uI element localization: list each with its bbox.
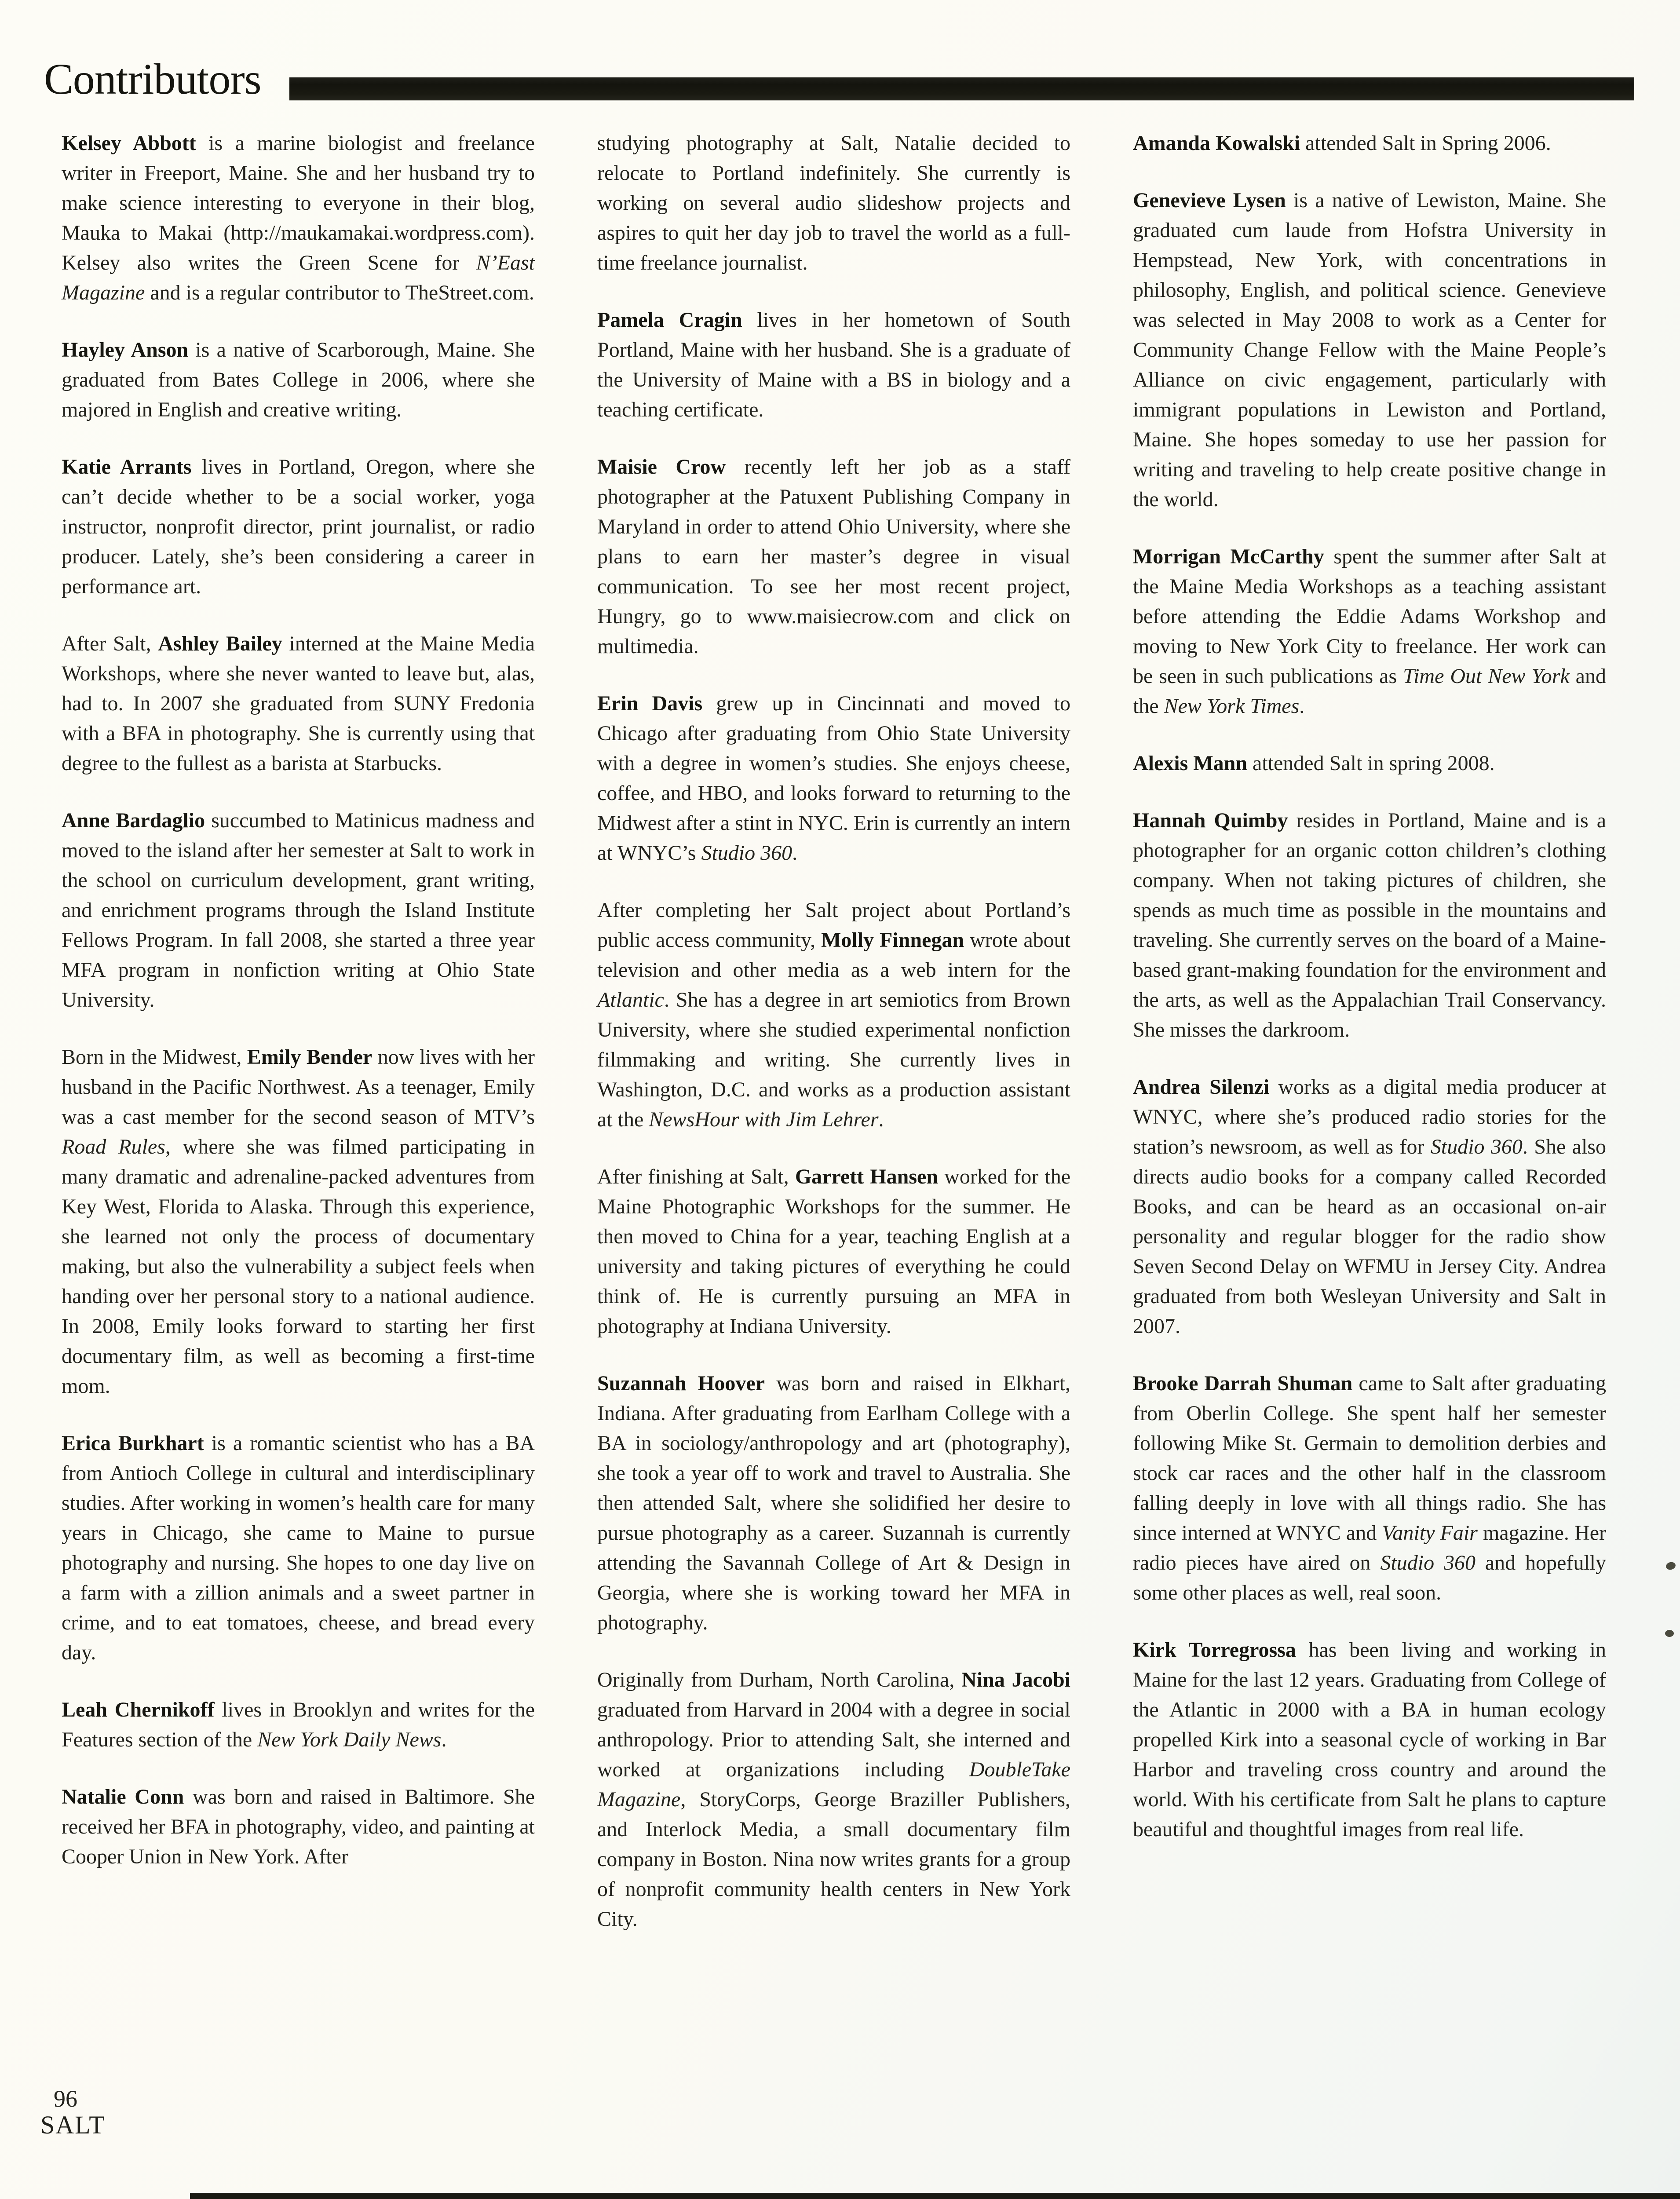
bio-text: lives in her hometown of South Portland, Maine with her husband. She is a graduate of the University of Maine with a BS in biology and a teaching certificate. (597, 308, 1071, 421)
contributor-name: Kelsey Abbott (62, 132, 196, 155)
bio-paragraph (62, 335, 535, 425)
scan-speck (1665, 1630, 1674, 1637)
bio-text: , where she was filmed participating in many dramatic and adrenaline-packed adventures from Key West, Florida to Alaska. Through this experience, she learned not only the process of documentary making, but also the vulnerability a subject feels when handing over her personal story to a national audience. In 2008, Emily looks forward to starting her first documentary film, as well as becoming a first-time mom. (62, 1135, 535, 1398)
bio-paragraph (1133, 128, 1606, 158)
contributor-name: Kirk Torregrossa (1133, 1638, 1296, 1662)
bio-paragraph (1133, 1072, 1606, 1341)
bio-text: Originally from Durham, North Carolina, (597, 1668, 962, 1691)
bio-text: . (878, 1108, 884, 1131)
bio-text: and the (1133, 665, 1606, 718)
bio-text: . She has a degree in art semiotics from Brown University, where she studied experimental nonfiction filmmaking and writing. She currently lives in Washington, D.C. and works as a production assistant at the (597, 988, 1070, 1131)
bio-text: magazine. Her radio pieces have aired on (1133, 1521, 1607, 1574)
contributor-name: Nina Jacobi (961, 1668, 1071, 1691)
contributor-name: Maisie Crow (597, 455, 726, 479)
publication-title: New York Times (1164, 694, 1300, 718)
contributor-name: Hayley Anson (62, 338, 189, 362)
contributor-name: Ashley Bailey (158, 632, 282, 655)
publication-title: Atlantic (597, 988, 664, 1012)
bio-paragraph (597, 689, 1070, 868)
bio-paragraph (1133, 186, 1606, 515)
contributor-name: Amanda Kowalski (1133, 132, 1300, 155)
bio-paragraph (62, 629, 535, 778)
publication-title: Vanity Fair (1382, 1521, 1478, 1545)
bio-paragraph (597, 895, 1070, 1135)
bio-text: is a romantic scientist who has a BA from Antioch College in cultural and interdisciplinary studies. After working in women’s health care for many years in Chicago, she came to Maine to pursue photography and nursing. She hopes to one day live on a farm with a zillion animals and a sweet partner in crime, and to eat tomatoes, cheese, and bread every day. (62, 1432, 535, 1664)
contributor-name: Pamela Cragin (597, 308, 742, 332)
scan-speck (1665, 1561, 1676, 1571)
bio-text: and is a regular contributor to TheStreet.com. (145, 281, 534, 304)
contributor-name: Natalie Conn (62, 1785, 184, 1808)
publication-title: New York Daily News (257, 1728, 442, 1751)
publication-title: Studio 360 (1380, 1551, 1475, 1574)
contributors-columns (62, 128, 1606, 1962)
bio-text: spent the summer after Salt at the Maine Media Workshops as a teaching assistant before attending the Eddie Adams Workshop and moving to New York City to freelance. Her work can be seen in such publications as (1133, 545, 1607, 688)
bio-text: graduated from Harvard in 2004 with a degree in social anthropology. Prior to attending Salt, she interned and worked at organizations including (597, 1698, 1070, 1781)
bio-paragraph (62, 1042, 535, 1401)
page-folio (40, 2086, 106, 2138)
bio-text: attended Salt in spring 2008. (1247, 752, 1495, 775)
publication-title: NewsHour with Jim Lehrer (649, 1108, 879, 1131)
bio-text: studying photography at Salt, Natalie decided to relocate to Portland indefinitely. She currently is working on several audio slideshow projects and aspires to quit her day job to travel the world as a full-time freelance journalist. (597, 132, 1070, 274)
bio-text: is a marine biologist and freelance writer in Freeport, Maine. She and her husband try to make science interesting to everyone in their blog, Mauka to Makai (http://maukamakai.wordpress.com). Kelsey also writes the Green Scene for (62, 132, 535, 274)
contributor-name: Molly Finnegan (821, 928, 964, 952)
bio-text: and hopefully some other places as well, real soon. (1133, 1551, 1607, 1604)
bio-text: grew up in Cincinnati and moved to Chicago after graduating from Ohio State University with a degree in women’s studies. She enjoys cheese, coffee, and HBO, and looks forward to returning to the Midwest after a stint in NYC. Erin is currently an intern at WNYC’s (597, 692, 1071, 865)
bio-text: came to Salt after graduating from Oberlin College. She spent half her semester following Mike St. Germain to demolition derbies and stock car races and the other half in the classroom falling deeply in love with all things radio. She has since interned at WNYC and (1133, 1372, 1607, 1545)
page-number: 96 (54, 2086, 77, 2112)
bio-paragraph (597, 1162, 1070, 1341)
publication-title: Studio 360 (1430, 1135, 1523, 1158)
bio-text: lives in Portland, Oregon, where she can’t decide whether to be a social worker, yoga instructor, nonprofit director, print journalist, or radio producer. Lately, she’s been considering a career in performance art. (62, 455, 535, 598)
contributor-name: Andrea Silenzi (1133, 1075, 1270, 1099)
header-rule-bar (289, 77, 1634, 100)
publication-title: DoubleTake Magazine (597, 1758, 1070, 1811)
contributor-name: Hannah Quimby (1133, 809, 1288, 832)
bio-text: wrote about television and other media as a web intern for the (597, 928, 1070, 982)
bio-text: . She also directs audio books for a company called Recorded Books, and can be heard as an occasional on-air personality and regular blogger for the radio show Seven Second Delay on WFMU in Jersey City. Andrea graduated from both Wesleyan University and Salt in 2007. (1133, 1135, 1607, 1338)
bio-text: now lives with her husband in the Pacific Northwest. As a teenager, Emily was a cast member for the second season of MTV’s (62, 1045, 535, 1129)
bio-text: works as a digital media producer at WNYC, where she’s produced radio stories for the station’s newsroom, as well as for (1133, 1075, 1606, 1158)
bio-text: attended Salt in Spring 2006. (1300, 132, 1551, 155)
bio-paragraph (1133, 749, 1606, 778)
bio-paragraph (1133, 542, 1606, 721)
publication-title: Studio 360 (701, 841, 793, 865)
magazine-name: SALT (40, 2111, 106, 2139)
bio-paragraph (597, 1665, 1070, 1934)
contributor-name: Alexis Mann (1133, 752, 1248, 775)
contributor-name: Morrigan McCarthy (1133, 545, 1324, 568)
bio-paragraph (62, 128, 535, 308)
bio-text: After completing her Salt project about Portland’s public access community, (597, 899, 1070, 952)
bio-text: . (1299, 694, 1305, 718)
bio-text: is a native of Scarborough, Maine. She graduated from Bates College in 2006, where she majored in English and creative writing. (62, 338, 535, 421)
publication-title: Time Out New York (1403, 665, 1570, 688)
bio-paragraph (62, 452, 535, 602)
bio-paragraph (1133, 1635, 1606, 1845)
bio-text: . (792, 841, 798, 865)
bio-text: . (441, 1728, 447, 1751)
bio-paragraph (62, 1695, 535, 1755)
bio-text: is a native of Lewiston, Maine. She graduated cum laude from Hofstra University in Hempstead, New York, with concentrations in philosophy, English, and political science. Genevieve was selected in May 2008 to work as a Center for Community Change Fellow with the Maine People’s Alliance on civic engagement, particularly with immigrant populations in Lewiston and Portland, Maine. She hopes someday to use her passion for writing and traveling to help create positive change in the world. (1133, 189, 1606, 511)
bio-text: interned at the Maine Media Workshops, where she never wanted to leave but, alas, had to. In 2007 she graduated from SUNY Fredonia with a BFA in photography. She is currently using that degree to the fullest as a barista at Starbucks. (62, 632, 535, 775)
bio-text: worked for the Maine Photographic Workshops for the summer. He then moved to China for a year, teaching English at a university and taking pictures of everything he could think of. He is currently pursuing an MFA in photography at Indiana University. (597, 1165, 1070, 1338)
column-3 (1133, 128, 1606, 1962)
bio-text: has been living and working in Maine for the last 12 years. Graduating from College of the Atlantic in 2000 with a BA in human ecology propelled Kirk into a seasonal cycle of working in Bar Harbor and traveling cross country and around the world. With his certificate from Salt he plans to capture beautiful and thoughtful images from real life. (1133, 1638, 1606, 1841)
contributor-name: Leah Chernikoff (62, 1698, 215, 1721)
bio-paragraph (597, 128, 1070, 278)
bio-text: recently left her job as a staff photographer at the Patuxent Publishing Company in Maryland in order to attend Ohio University, where she plans to earn her master’s degree in visual communication. To see her most recent project, Hungry, go to www.maisiecrow.com and click on multimedia. (597, 455, 1070, 658)
bio-paragraph (597, 452, 1070, 661)
contributor-name: Genevieve Lysen (1133, 189, 1286, 212)
contributor-name: Suzannah Hoover (597, 1372, 765, 1395)
contributor-name: Katie Arrants (62, 455, 192, 479)
contributor-name: Anne Bardaglio (62, 809, 205, 832)
bio-text: lives in Brooklyn and writes for the Features section of the (62, 1698, 535, 1751)
bio-text: succumbed to Matinicus madness and moved to the island after her semester at Salt to work in the school on curriculum development, grant writing, and enrichment programs through the Island Institute Fellows Program. In fall 2008, she started a three year MFA program in nonfiction writing at Ohio State University. (62, 809, 535, 1012)
page-header (44, 56, 1636, 109)
bio-paragraph (597, 305, 1070, 425)
bio-paragraph (62, 806, 535, 1015)
contributor-name: Erin Davis (597, 692, 703, 715)
contributor-name: Erica Burkhart (62, 1432, 204, 1455)
column-2 (597, 128, 1070, 1962)
bio-text: was born and raised in Baltimore. She received her BFA in photography, video, and painting at Cooper Union in New York. After (62, 1785, 535, 1868)
bio-text: After Salt, (62, 632, 158, 655)
bio-paragraph (1133, 1369, 1606, 1608)
contributor-name: Garrett Hansen (795, 1165, 939, 1188)
contributor-name: Emily Bender (247, 1045, 373, 1069)
publication-title: Road Rules (62, 1135, 165, 1158)
publication-title: N’East Magazine (62, 251, 535, 304)
bio-text: resides in Portland, Maine and is a photographer for an organic cotton children’s clothing company. When not taking pictures of children, she spends as much time as possible in the mountains and traveling. She currently serves on the board of a Maine-based grant-making foundation for the environment and the arts, as well as the Appalachian Trail Conservancy. She misses the darkroom. (1133, 809, 1606, 1041)
bio-paragraph (62, 1782, 535, 1872)
bio-text: After finishing at Salt, (597, 1165, 795, 1188)
bio-paragraph (1133, 806, 1606, 1045)
bio-paragraph (597, 1369, 1070, 1638)
bio-paragraph (62, 1428, 535, 1668)
bio-text: was born and raised in Elkhart, Indiana. After graduating from Earlham College with a BA in sociology/anthropology and art (photography), she took a year off to work and travel to Australia. She then attended Salt, where she solidified her desire to pursue photography as a career. Suzannah is currently attending the Savannah College of Art & Design in Georgia, where she is working toward her MFA in photography. (597, 1372, 1070, 1634)
column-1 (62, 128, 535, 1962)
contributor-name: Brooke Darrah Shuman (1133, 1372, 1353, 1395)
bottom-edge-bar (190, 2193, 1680, 2199)
page-title: Contributors (44, 55, 261, 103)
bio-text: Born in the Midwest, (62, 1045, 247, 1069)
bio-text: , StoryCorps, George Braziller Publishers, and Interlock Media, a small documentary film company in Boston. Nina now writes grants for a group of nonprofit community health centers in New York City. (597, 1788, 1070, 1931)
